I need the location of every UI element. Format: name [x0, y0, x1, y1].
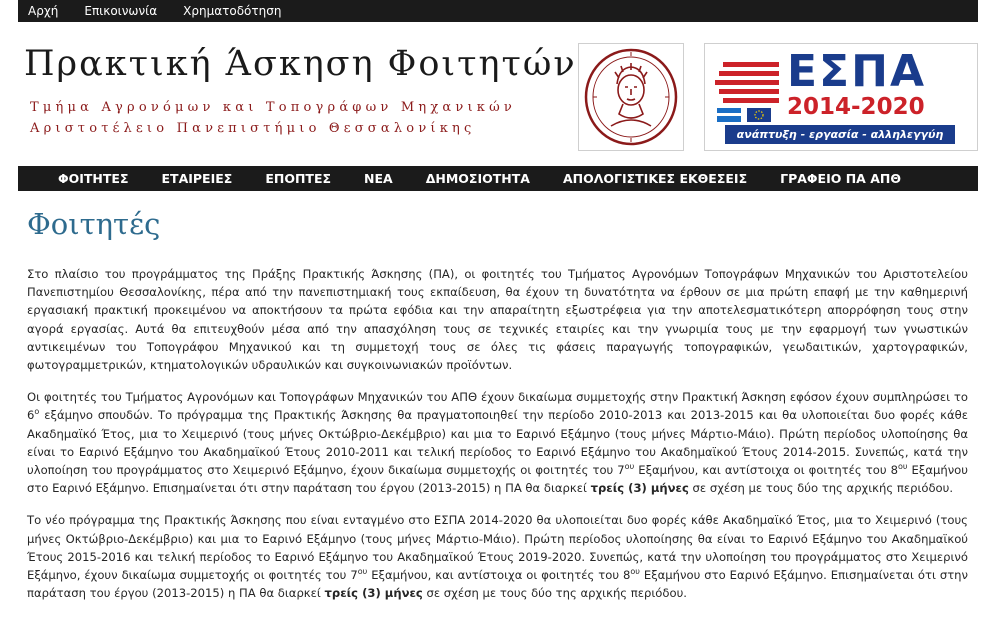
- nav-office[interactable]: ΓΡΑΦΕΙΟ ΠΑ ΑΠΘ: [780, 171, 901, 186]
- university-seal-logo[interactable]: [578, 43, 684, 151]
- nav-students[interactable]: ΦΟΙΤΗΤΕΣ: [58, 171, 129, 186]
- paragraph-intro: Στο πλαίσιο του προγράμματος της Πράξης Πρακτικής Άσκησης (ΠΑ), οι φοιτητές του Τμήματος Αγρονόμων Τοπογράφων Μηχανικών του Αριστοτελείου Πανεπιστημίου Θεσσαλονίκης, πέρα από την πανεπιστημιακή τους εκπαίδευση, θα έχουν τη δυνατότητα να έρθουν σε μια πρώτη επαφή με την καθημερινή εργασιακή πρακτική προκειμένου να αποκτήσουν τα πρώτα εφόδια και την απαραίτητη εξωστρέφεια για την αποτελεσματικότερη απορρόφηση τους στην αγορά εργασίας. Αυτά θα επιτευχθούν μέσα από την απασχόληση τους σε τεχνικές εταιρίες και την γνωριμία τους με την εφαρμογή των γνωστικών αντικειμένων του Τοπογράφου Μηχανικού και τη συμμετοχή τους σε όλες τις φάσεις παραγωγής τοπογραφικών, γεωδαιτικών, χαρτογραφικών, φωτογραμμετρικών, κτηματολογικών υδραυλικών και συγκοινωνιακών προϊόντων.: [27, 267, 968, 373]
- page-title: Φοιτητές: [27, 207, 161, 241]
- duration-highlight: τρείς (3) μήνες: [590, 481, 689, 496]
- espa-wordmark: ΕΣΠΑ: [787, 46, 926, 97]
- main-navigation: [18, 166, 978, 191]
- nav-publicity[interactable]: ΔΗΜΟΣΙΟΤΗΤΑ: [425, 171, 530, 186]
- top-nav-contact-link[interactable]: Επικοινωνία: [84, 4, 158, 18]
- espa-tagline: ανάπτυξη - εργασία - αλληλεγγύη: [725, 125, 955, 144]
- espa-logo[interactable]: [704, 43, 978, 151]
- university-subtitle: Αριστοτέλειο Πανεπιστήμιο Θεσσαλονίκης: [30, 121, 476, 136]
- top-nav-funding-link[interactable]: Χρηματοδότηση: [183, 4, 282, 18]
- nav-supervisors[interactable]: ΕΠΟΠΤΕΣ: [265, 171, 332, 186]
- top-nav-home-link[interactable]: Αρχή: [28, 4, 59, 18]
- nav-news[interactable]: ΝΕΑ: [364, 171, 393, 186]
- seal-emblem-icon: [579, 44, 683, 150]
- top-navigation: [18, 0, 978, 22]
- nav-companies[interactable]: ΕΤΑΙΡΕΙΕΣ: [161, 171, 233, 186]
- duration-highlight-2: τρείς (3) μήνες: [324, 586, 423, 601]
- espa-stripes-icon: [715, 50, 795, 130]
- department-subtitle: Τμήμα Αγρονόμων και Τοπογράφων Μηχανικών: [30, 100, 517, 115]
- article-content: [27, 265, 968, 616]
- paragraph-eligibility: Οι φοιτητές του Τμήματος Αγρονόμων και Τοπογράφων Μηχανικών του ΑΠΘ έχουν δικαίωμα συμμετοχής στην Πρακτική Άσκηση εφόσον έχουν συμπληρώσει το $6^o$ εξάμηνο σπουδών. Το πρόγραμμα της Πρακτικής Άσκησης θα πραγματοποιηθεί την περίοδο 2010-2013 και 2013-2015 και θα υλοποιείται δυο φορές κάθε Ακαδημαϊκό Έτος, μια το Χειμερινό (τους μήνες Οκτώβριο-Δεκέμβριο) και μια το Εαρινό Εξάμηνο (τους μήνες Μάρτιο-Μάιο). Πρώτη περίοδος υλοποίησης θα είναι το Εαρινό Εξάμηνο του Ακαδημαϊκού Έτους 2010-2011 και τελική περίοδος το Εαρινό Εξάμηνο του Ακαδημαϊκού Έτους 2014-2015. Συνεπώς, κατά την υλοποίηση του προγράμματος στο Χειμερινό Εξάμηνο, έχουν δικαίωμα συμμετοχής οι φοιτητές του $7^{o\upsilon}$ Εξαμήνου, και αντίστοιχα οι φοιτητές του $8^{o\upsilon}$ Εξαμήνου στο Εαρινό Εξάμηνο. Επισημαίνεται ότι στην παράταση του έργου (2013-2015) η ΠΑ θα διαρκεί τρείς (3) μήνες σε σχέση με τους δύο της αρχικής περιόδου.: [27, 390, 968, 496]
- site-title[interactable]: Πρακτική Άσκηση Φοιτητών: [24, 44, 577, 84]
- nav-reports[interactable]: ΑΠΟΛΟΓΙΣΤΙΚΕΣ ΕΚΘΕΣΕΙΣ: [562, 171, 748, 186]
- espa-years: 2014-2020: [787, 94, 925, 120]
- paragraph-espa-program: Το νέο πρόγραμμα της Πρακτικής Άσκησης που είναι ενταγμένο στο ΕΣΠΑ 2014-2020 θα υλοποιείται δυο φορές κάθε Ακαδημαϊκό Έτος, μια το Χειμερινό (τους μήνες Οκτώβριο-Δεκέμβριο) και μια το Εαρινό Εξάμηνο (τους μήνες Μάρτιο-Μάιο). Πρώτη περίοδος υλοποίησης θα είναι το Εαρινό Εξάμηνο του Ακαδημαϊκού Έτους 2015-2016 και τελική περίοδος το Εαρινό Εξάμηνο του Ακαδημαϊκού Έτους 2019-2020. Συνεπώς, κατά την υλοποίηση του προγράμματος στο Χειμερινό Εξάμηνο, έχουν δικαίωμα συμμετοχής οι φοιτητές του $7^{o\upsilon}$ Εξαμήνου, και αντίστοιχα οι φοιτητές του $8^{o\upsilon}$ Εξαμήνου στο Εαρινό Εξάμηνο. Επισημαίνεται ότι στην παράταση του έργου (2013-2015) η ΠΑ θα διαρκεί τρείς (3) μήνες σε σχέση με τους δύο της αρχικής περιόδου.: [27, 513, 969, 601]
